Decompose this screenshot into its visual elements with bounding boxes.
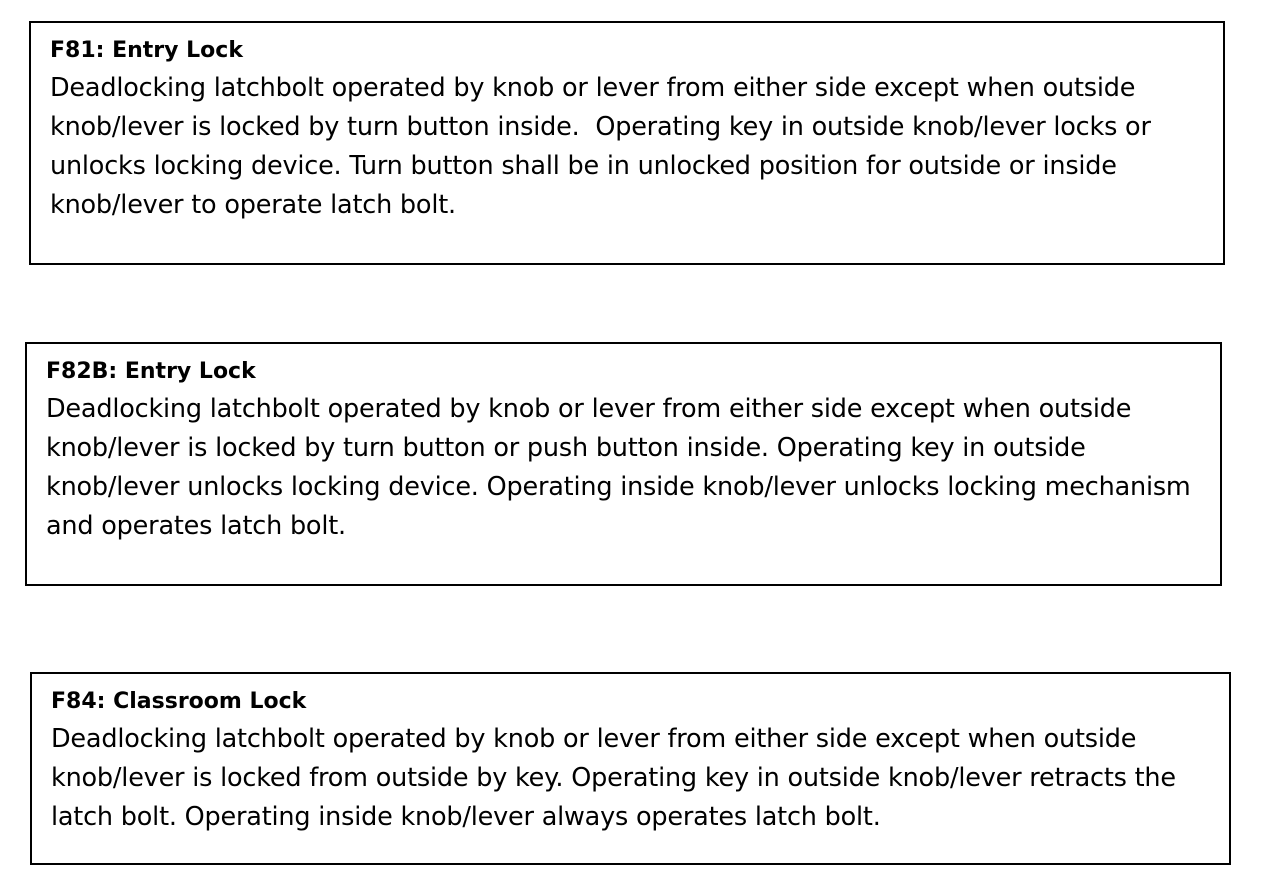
lock-spec-box-f84 [30,672,1231,865]
lock-spec-box-f82b [25,342,1222,586]
lock-description: Deadlocking latchbolt operated by knob or lever from either side except when outside knob/lever is locked by turn button inside. Operating key in outside knob/lever locks or unlocks locking device. Turn button shall be in unlocked position for outside or inside knob/lever to operate latch bolt. [50,73,1159,220]
lock-title: F81: Entry Lock [50,38,243,63]
lock-title: F82B: Entry Lock [46,359,256,384]
lock-spec-box-f81 [29,21,1225,265]
lock-description: Deadlocking latchbolt operated by knob or lever from either side except when outside knob/lever is locked by turn button or push button inside. Operating key in outside knob/lever unlocks locking device. Operating inside knob/lever unlocks locking mechanism and operates latch bolt. [46,394,1199,541]
lock-description: Deadlocking latchbolt operated by knob or lever from either side except when outside knob/lever is locked from outside by key. Operating key in outside knob/lever retracts the latch bolt. Operating inside knob/lever always operates latch bolt. [51,724,1184,832]
lock-title: F84: Classroom Lock [51,689,307,714]
